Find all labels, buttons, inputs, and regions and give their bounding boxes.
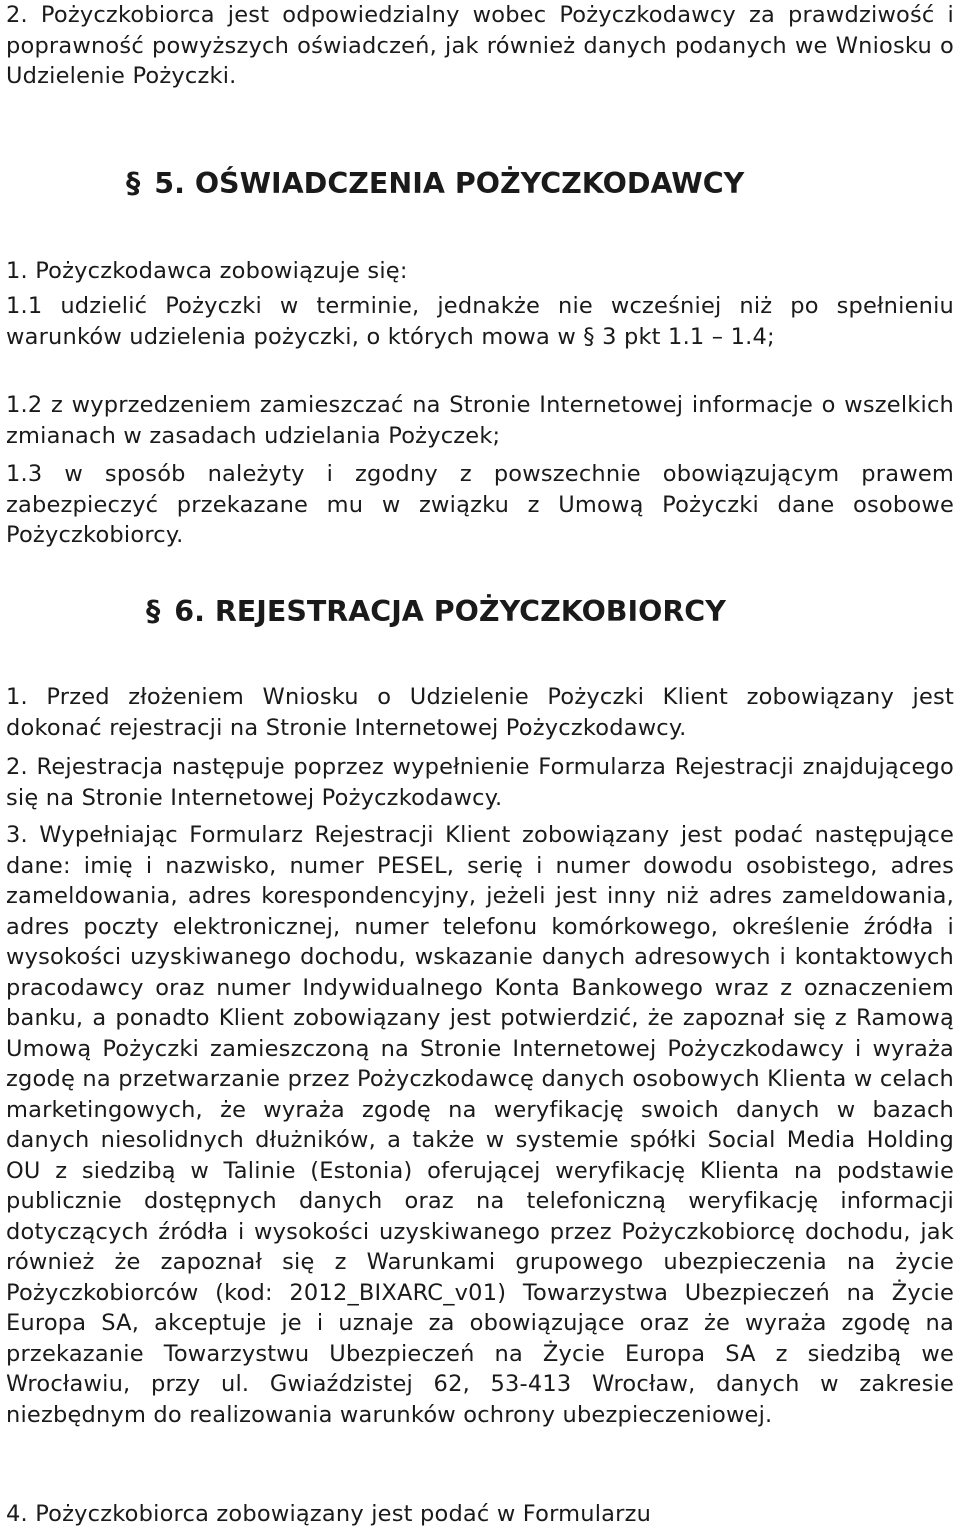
section-6-item-2: 2. Rejestracja następuje poprzez wypełnienie Formularza Rejestracji znajdującego się na Stronie Internetowej Pożyczkodawcy.: [6, 754, 954, 811]
section-5-item-1-1: 1.1 udzielić Pożyczki w terminie, jednakże nie wcześniej niż po spełnieniu warunków udzielenia pożyczki, o których mowa w § 3 pkt 1.1 – 1.4;: [6, 293, 954, 350]
section-6-title: 6. REJESTRACJA POŻYCZKOBIORCY: [174, 595, 726, 628]
section-6-item-3: 3. Wypełniając Formularz Rejestracji Klient zobowiązany jest podać następujące dane: imię i nazwisko, numer PESEL, serię i numer dowodu osobistego, adres zameldowania, adres korespondencyjny, jeżeli jest inny niż adres zameldowania, adres poczty elektronicznej, numer telefonu komórkowego, określenie źródła i wysokości uzyskiwanego dochodu, wskazanie danych adresowych i kontaktowych pracodawcy oraz numer Indywidualnego Konta Bankowego wraz z oznaczeniem banku, a ponadto Klient zobowiązany jest potwierdzić, że zapoznał się z Ramową Umową Pożyczki zamieszczoną na Stronie Internetowej Pożyczkodawcy i wyraża zgodę na przetwarzanie przez Pożyczkodawcę danych osobowych Klienta w celach marketingowych, że wyraża zgodę na weryfikację swoich danych w bazach danych niesolidnych dłużników, a także w systemie spółki Social Media Holding OU z siedzibą w Talinie (Estonia) oferującej weryfikację Klienta na podstawie publicznie dostępnych danych oraz na telefoniczną weryfikację informacji dotyczących źródła i wysokości uzyskiwanego przez Pożyczkobiorcę dochodu, jak również że zapoznał się z Warunkami grupowego ubezpieczenia na życie Pożyczkobiorców (kod: 2012_BIXARC_v01) Towarzystwa Ubezpieczeń na Życie Europa SA, akceptuje je i uznaje za obowiązujące oraz że wyraża zgodę na przekazanie Towarzystwu Ubezpieczeń na Życie Europa SA z siedzibą we Wrocławiu, przy ul. Gwiaździstej 62, 53-413 Wrocław, danych w zakresie niezbędnym do realizowania warunków ochrony ubezpieczeniowej.: [6, 822, 954, 1428]
section-symbol: §: [146, 595, 161, 628]
section-5-item-1-3: 1.3 w sposób należyty i zgodny z powszechnie obowiązującym prawem zabezpieczyć przekazane mu w związku z Umową Pożyczki dane osobowe Pożyczkobiorcy.: [6, 461, 954, 548]
section-symbol: §: [126, 167, 141, 200]
section-5-title: 5. OŚWIADCZENIA POŻYCZKODAWCY: [154, 167, 745, 200]
section-6-heading: [146, 594, 726, 630]
paragraph-2: 2. Pożyczkobiorca jest odpowiedzialny wobec Pożyczkodawcy za prawdziwość i poprawność powyższych oświadczeń, jak również danych podanych we Wniosku o Udzielenie Pożyczki.: [6, 2, 954, 89]
section-5-item-1-2: 1.2 z wyprzedzeniem zamieszczać na Stronie Internetowej informacje o wszelkich zmianach w zasadach udzielania Pożyczek;: [6, 392, 954, 449]
section-6-item-1: 1. Przed złożeniem Wniosku o Udzielenie Pożyczki Klient zobowiązany jest dokonać rejestracji na Stronie Internetowej Pożyczkodawcy.: [6, 684, 954, 741]
section-6-item-4: 4. Pożyczkobiorca zobowiązany jest podać w Formularzu: [6, 1501, 652, 1527]
section-5-heading: [126, 166, 744, 202]
section-5-item-1: 1. Pożyczkodawca zobowiązuje się:: [6, 258, 408, 284]
